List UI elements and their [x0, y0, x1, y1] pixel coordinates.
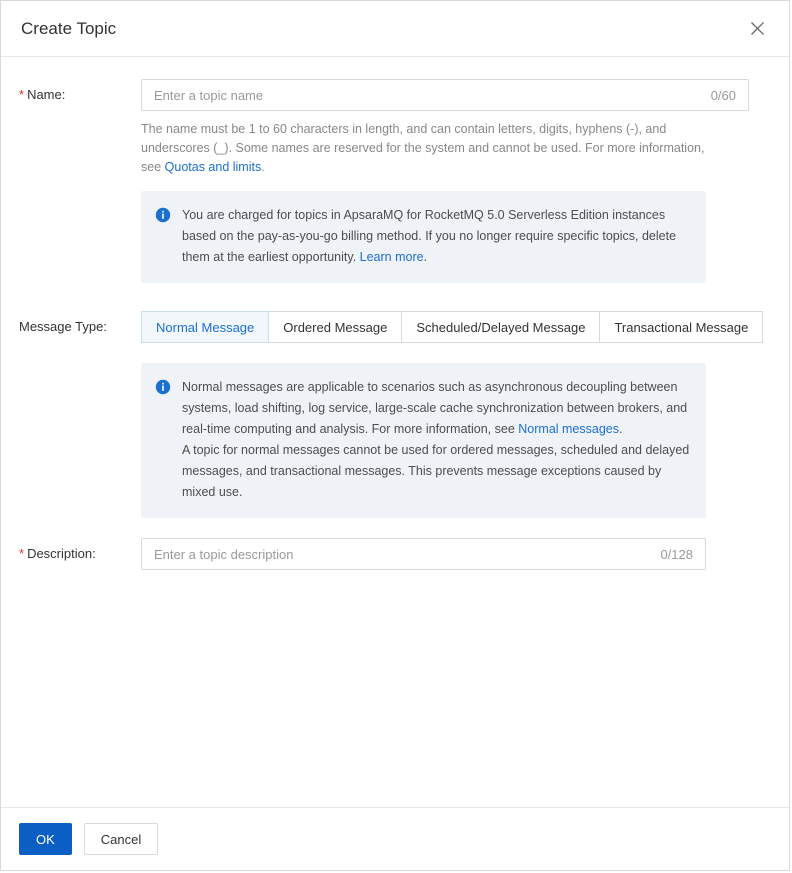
dialog-header — [1, 1, 789, 57]
message-type-tabs — [141, 311, 763, 343]
normal-messages-link[interactable]: Normal messages — [518, 422, 619, 436]
name-char-counter: 0/60 — [710, 87, 736, 103]
message-type-notice — [141, 363, 706, 518]
topic-description-input[interactable] — [142, 539, 660, 569]
message-type-field-wrap — [141, 311, 763, 518]
description-row — [1, 538, 789, 570]
required-marker: * — [19, 546, 25, 561]
topic-description-input-box[interactable] — [141, 538, 706, 570]
billing-notice-part2: . — [423, 250, 428, 264]
description-char-counter: 0/128 — [660, 546, 693, 562]
name-help-text-part2: . — [261, 160, 265, 174]
quotas-and-limits-link[interactable]: Quotas and limits — [164, 160, 262, 174]
billing-notice — [141, 191, 706, 283]
topic-name-input[interactable] — [142, 80, 711, 110]
dialog-body — [1, 57, 789, 807]
learn-more-link[interactable]: Learn more — [359, 250, 424, 264]
tab-transactional-message[interactable]: Transactional Message — [600, 311, 763, 343]
message-type-notice-p1-part1: Normal messages are applicable to scenarios such as asynchronous decoupling between systems, load shifting, log service, large-scale cache synchronization between brokers, and real-time computing and analysis. For more information, see — [182, 380, 688, 436]
name-row — [1, 79, 789, 283]
tab-scheduled-delayed-message[interactable]: Scheduled/Delayed Message — [402, 311, 600, 343]
billing-notice-part1: You are charged for topics in ApsaraMQ for RocketMQ 5.0 Serverless Edition instances based on the pay-as-you-go billing method. If you no longer require specific topics, delete them at the earliest opportunity. — [182, 208, 677, 264]
topic-name-input-box[interactable] — [141, 79, 749, 111]
name-label — [1, 79, 141, 111]
info-circle-icon — [155, 207, 171, 223]
message-type-label: Message Type: — [19, 319, 107, 334]
description-field-wrap — [141, 538, 706, 570]
close-icon[interactable] — [743, 15, 771, 43]
page-title: Create Topic — [21, 18, 117, 38]
message-type-notice-paragraph-1 — [182, 377, 690, 440]
message-type-notice-text — [182, 377, 690, 503]
tab-ordered-message[interactable]: Ordered Message — [269, 311, 402, 343]
name-help-text — [141, 120, 706, 177]
message-type-notice-paragraph-2: A topic for normal messages cannot be used for ordered messages, scheduled and delayed messages, and transactional messages. This prevents message exceptions caused by mixed use. — [182, 443, 690, 499]
info-circle-icon — [155, 379, 171, 395]
name-label-text: Name: — [27, 87, 66, 102]
tab-normal-message[interactable]: Normal Message — [141, 311, 269, 343]
required-marker: * — [19, 87, 25, 102]
name-help-text-part1: The name must be 1 to 60 characters in length, and can contain letters, digits, hyphens (-), and underscores (_). Some names are reserved for the system and cannot be used. For more information, see — [141, 122, 705, 174]
description-label-text: Description: — [27, 546, 96, 561]
description-label — [1, 538, 141, 570]
name-field-wrap — [141, 79, 749, 283]
message-type-notice-p1-part2: . — [619, 422, 623, 436]
ok-button[interactable]: OK — [19, 823, 72, 855]
cancel-button[interactable]: Cancel — [84, 823, 158, 855]
message-type-row — [1, 311, 789, 518]
dialog-footer — [1, 807, 789, 870]
billing-notice-text — [182, 205, 690, 268]
